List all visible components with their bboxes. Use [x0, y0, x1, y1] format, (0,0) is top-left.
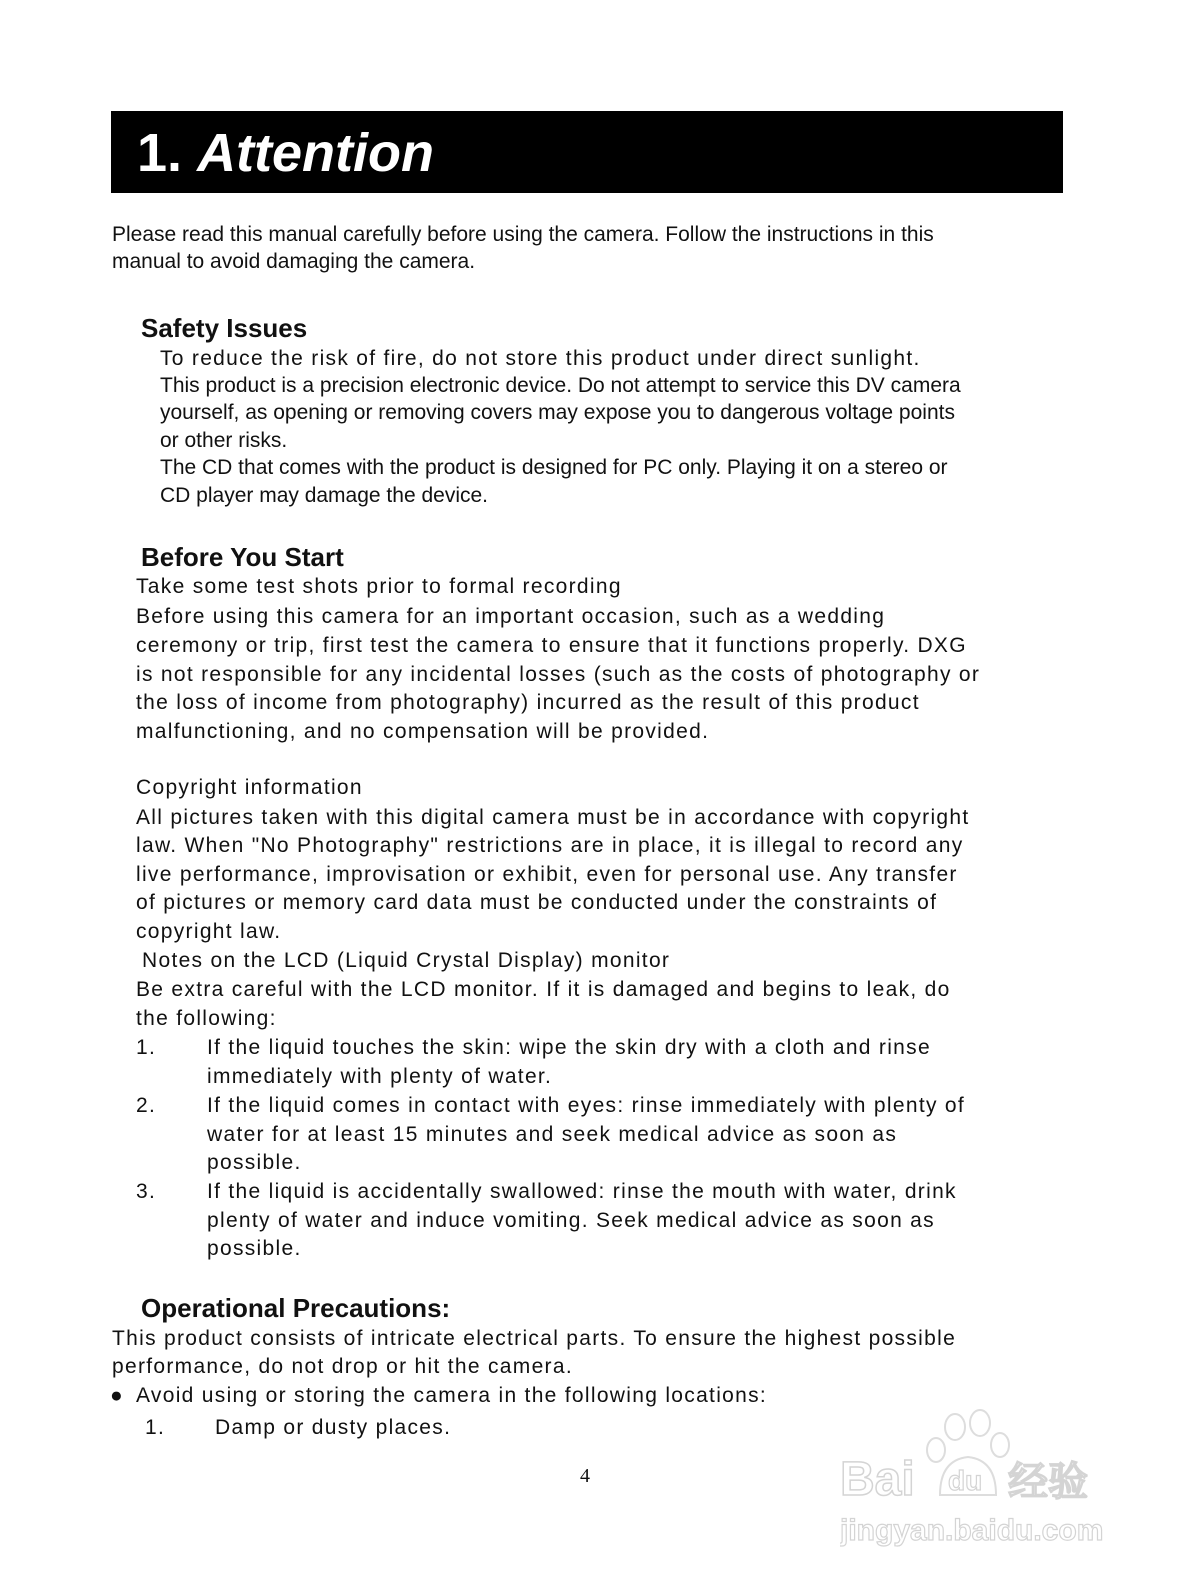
safety-line: To reduce the risk of fire, do not store this product under direct sunlight.: [160, 347, 921, 370]
svg-text:经验: 经验: [1008, 1459, 1088, 1505]
list-item-line: If the liquid is accidentally swallowed: rinse the mouth with water, drink: [207, 1180, 957, 1203]
body-line: Before using this camera for an important occasion, such as a wedding: [136, 605, 886, 628]
heading-operational-precautions: Operational Precautions:: [141, 1293, 451, 1323]
section-title: [137, 123, 434, 183]
list-item-line: immediately with plenty of water.: [207, 1065, 553, 1088]
list-item-line: Damp or dusty places.: [215, 1416, 452, 1439]
body-line: Be extra careful with the LCD monitor. If it is damaged and begins to leak, do: [136, 978, 951, 1001]
body-line: malfunctioning, and no compensation will be provided.: [136, 720, 710, 743]
list-number: 2.: [136, 1094, 157, 1117]
intro-line: manual to avoid damaging the camera.: [112, 250, 476, 273]
body-line: ceremony or trip, first test the camera to ensure that it functions properly. DXG: [136, 634, 967, 657]
body-line: the loss of income from photography) incurred as the result of this product: [136, 691, 920, 714]
subheading: Copyright information: [136, 776, 363, 799]
list-item-line: possible.: [207, 1151, 302, 1174]
heading-safety-issues: Safety Issues: [141, 313, 308, 343]
body-line: of pictures or memory card data must be conducted under the constraints of: [136, 891, 938, 914]
body-line: All pictures taken with this digital camera must be in accordance with copyright: [136, 806, 970, 829]
list-item-line: If the liquid comes in contact with eyes: rinse immediately with plenty of: [207, 1094, 965, 1117]
list-number: 1.: [136, 1036, 157, 1059]
body-line: Avoid using or storing the camera in the following locations:: [136, 1384, 768, 1407]
list-item-line: If the liquid touches the skin: wipe the skin dry with a cloth and rinse: [207, 1036, 931, 1059]
heading-before-you-start: Before You Start: [141, 542, 344, 572]
body-line: performance, do not drop or hit the camera.: [112, 1355, 573, 1378]
list-number: 3.: [136, 1180, 157, 1203]
svg-text:Bai: Bai: [840, 1453, 915, 1506]
body-line: is not responsible for any incidental losses (such as the costs of photography or: [136, 663, 981, 686]
list-number: 1.: [145, 1416, 166, 1439]
section-number: 1.: [137, 123, 183, 183]
body-line: copyright law.: [136, 920, 282, 943]
baidu-watermark-logo: [840, 1405, 1110, 1555]
safety-line: or other risks.: [160, 429, 288, 452]
subheading: Take some test shots prior to formal recording: [136, 575, 622, 598]
page-number: 4: [580, 1465, 590, 1487]
svg-text:jingyan.baidu.com: jingyan.baidu.com: [840, 1514, 1104, 1547]
safety-line: This product is a precision electronic device. Do not attempt to service this DV camera: [160, 374, 961, 397]
safety-line: CD player may damage the device.: [160, 484, 488, 507]
list-item-line: plenty of water and induce vomiting. Seek medical advice as soon as: [207, 1209, 935, 1232]
subheading: Notes on the LCD (Liquid Crystal Display) monitor: [142, 949, 671, 972]
list-item-line: water for at least 15 minutes and seek medical advice as soon as: [207, 1123, 898, 1146]
body-line: This product consists of intricate electrical parts. To ensure the highest possible: [112, 1327, 957, 1350]
section-title-bar: [111, 111, 1063, 193]
safety-line: yourself, as opening or removing covers may expose you to dangerous voltage points: [160, 401, 955, 424]
list-item-line: possible.: [207, 1237, 302, 1260]
section-title-text: Attention: [197, 123, 434, 183]
safety-line: The CD that comes with the product is designed for PC only. Playing it on a stereo or: [160, 456, 948, 479]
body-line: live performance, improvisation or exhibit, even for personal use. Any transfer: [136, 863, 958, 886]
bullet-icon: ●: [110, 1384, 123, 1407]
svg-text:du: du: [948, 1465, 983, 1496]
body-line: the following:: [136, 1007, 277, 1030]
intro-line: Please read this manual carefully before using the camera. Follow the instructions in this: [112, 223, 934, 246]
body-line: law. When "No Photography" restrictions are in place, it is illegal to record any: [136, 834, 964, 857]
